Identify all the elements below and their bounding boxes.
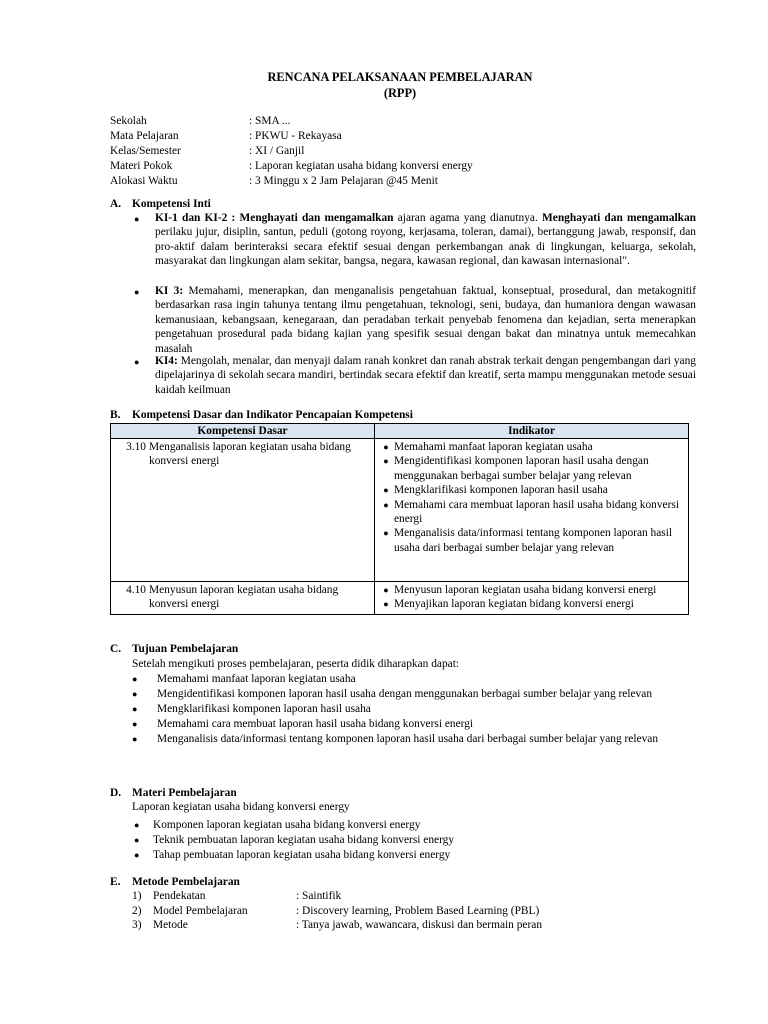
identity-label: Materi Pokok [110, 160, 173, 172]
section-letter: D. [110, 787, 122, 799]
identity-value: : Laporan kegiatan usaha bidang konversi energy [249, 160, 473, 172]
list-item-text: Tahap pembuatan laporan kegiatan usaha bidang konversi energy [153, 849, 451, 861]
identity-row-alokasi-waktu [110, 174, 710, 189]
bullet-icon: ● [134, 820, 140, 830]
indicator-text: Mengklarifikasi komponen laporan hasil usaha [394, 484, 608, 497]
indicator-item [378, 498, 685, 527]
list-item [132, 717, 692, 731]
list-item [132, 702, 692, 716]
bullet-icon: ● [383, 599, 389, 610]
list-item-text: Mengklarifikasi komponen laporan hasil usaha [157, 703, 371, 715]
section-c-heading [110, 642, 238, 656]
list-item [134, 833, 674, 847]
bullet-icon: ● [132, 734, 138, 744]
bullet-icon: ● [134, 850, 140, 860]
kd-number: 3.10 [126, 441, 146, 453]
indicator-text: Menyajikan laporan kegiatan bidang konversi energi [394, 598, 634, 611]
table-header-row [111, 424, 689, 439]
list-item-value: : Discovery learning, Problem Based Learning (PBL) [296, 904, 540, 917]
kd-cell [111, 582, 375, 615]
indicator-cell [375, 439, 689, 582]
bullet-icon: ● [383, 499, 389, 510]
bullet-icon: ● [383, 585, 389, 595]
indicator-item [378, 483, 685, 497]
list-item-text: Teknik pembuatan laporan kegiatan usaha bidang konversi energy [153, 834, 455, 846]
identity-row-kelas-semester [110, 144, 710, 159]
list-item [132, 732, 692, 746]
section-letter: A. [110, 198, 122, 210]
ki-4-paragraph [155, 354, 696, 397]
table-row [111, 582, 689, 615]
list-item [134, 848, 674, 862]
identity-block [110, 114, 710, 189]
section-b-heading [110, 408, 413, 422]
bullet-icon: ● [134, 357, 140, 367]
bullet-icon: ● [383, 456, 389, 467]
kd-number: 4.10 [126, 584, 146, 596]
identity-row-materi-pokok [110, 159, 710, 174]
ki4-text: Mengolah, menalar, dan menyaji dalam ranah konkret dan ranah abstrak terkait dengan pengembangan dari yang dipelajarinya di sekolah secara mandiri, bertindak secara efektif dan kreatif, serta mampu menggunakan metode sesuai kaidah keilmuan [155, 355, 696, 396]
column-header-indikator: Indikator [375, 424, 689, 439]
bullet-icon: ● [383, 528, 389, 539]
list-item-value: : Tanya jawab, wawancara, diskusi dan bermain peran [296, 919, 543, 932]
document-title: RENCANA PELAKSANAAN PEMBELAJARAN [267, 70, 533, 84]
identity-value: : SMA ... [249, 115, 291, 127]
bullet-icon: ● [132, 674, 138, 684]
list-item-label: Metode [153, 919, 188, 932]
identity-value: : PKWU - Rekayasa [249, 130, 342, 142]
list-item-text: Menganalisis data/informasi tentang komponen laporan hasil usaha dari berbagai sumber belajar yang relevan [157, 733, 659, 745]
list-item [132, 672, 692, 686]
indicator-item [378, 440, 685, 454]
indicator-text: Menganalisis data/informasi tentang komponen laporan hasil usaha dari berbagai sumber belajar yang relevan [394, 527, 673, 554]
section-title: Metode Pembelajaran [132, 876, 240, 888]
ki1-text-continued: perilaku jujur, disiplin, santun, peduli (gotong royong, kerjasama, toleran, damai), bertanggung jawab, responsif, dan pro-aktif dalam berinteraksi secara efektif sesuai dengan perkembangan anak di lingkungan, keluarga, sekolah, masyarakat dan lingkungan alam sekitar, bangsa, negara, kawasan regional, dan kawasan internasional". [155, 226, 696, 268]
indicator-item [378, 597, 685, 611]
indicator-cell [375, 582, 689, 615]
list-item-label: Pendekatan [153, 890, 206, 902]
list-item [132, 904, 692, 919]
section-title: Kompetensi Inti [132, 198, 211, 210]
kd-text: Menganalisis laporan kegiatan usaha bidang konversi energi [149, 441, 351, 468]
list-item [134, 818, 674, 832]
kompetensi-dasar-table [110, 423, 689, 615]
ki1-bold-phrase: Menghayati dan mengamalkan [542, 212, 696, 224]
section-e-heading [110, 875, 240, 889]
list-item [132, 918, 692, 933]
list-item [132, 687, 692, 701]
section-d-heading [110, 786, 237, 800]
kd-text: Menyusun laporan kegiatan usaha bidang konversi energi [149, 584, 339, 611]
indicator-text: Memahami manfaat laporan kegiatan usaha [394, 441, 593, 453]
identity-value: : XI / Ganjil [249, 145, 305, 157]
bullet-icon: ● [134, 835, 140, 845]
ki1-label: KI-1 dan KI-2 : Menghayati dan mengamalkan [155, 212, 394, 224]
identity-value: : 3 Minggu x 2 Jam Pelajaran @45 Menit [249, 175, 438, 187]
list-item [132, 889, 692, 904]
list-item-text: Komponen laporan kegiatan usaha bidang konversi energy [153, 819, 421, 831]
identity-label: Kelas/Semester [110, 145, 181, 157]
section-title: Tujuan Pembelajaran [132, 643, 239, 655]
indicator-text: Mengidentifikasi komponen laporan hasil usaha dengan menggunakan berbagai sumber belajar yang relevan [394, 455, 649, 482]
section-title: Kompetensi Dasar dan Indikator Pencapaian Kompetensi [132, 409, 413, 421]
kd-cell [111, 439, 375, 582]
list-item-text: Memahami cara membuat laporan hasil usaha bidang konversi energi [157, 718, 474, 730]
bullet-icon: ● [383, 485, 389, 496]
indicator-text: Memahami cara membuat laporan hasil usaha bidang konversi energi [394, 498, 679, 526]
list-item-text: Memahami manfaat laporan kegiatan usaha [157, 673, 356, 685]
tujuan-list [132, 672, 692, 746]
identity-label: Alokasi Waktu [110, 175, 178, 187]
ki4-label: KI4: [155, 355, 178, 367]
section-title: Materi Pembelajaran [132, 787, 237, 799]
identity-row-mata-pelajaran [110, 129, 710, 144]
ki-1-2-paragraph [155, 211, 696, 269]
ki1-text: ajaran agama yang dianutnya. [393, 212, 543, 224]
metode-list [132, 889, 692, 933]
bullet-icon: ● [132, 689, 138, 699]
identity-row-sekolah [110, 114, 710, 129]
section-letter: C. [110, 643, 122, 655]
ki3-text: Memahami, menerapkan, dan menganalisis pengetahuan faktual, konseptual, prosedural, dan metakognitif berdasarkan rasa ingin tahunya tentang ilmu pengetahuan, teknologi, seni, budaya, dan humaniora dengan wawasan kemanusiaan, kebangsaan, kenegaraan, dan peradaban terkait penyebab fenomena dan kejadian, serta menerapkan pengetahuan prosedural pada bidang kajian yang spesifik sesuai dengan bakat dan minatnya untuk memecahkan masalah [155, 285, 696, 355]
bullet-icon: ● [134, 214, 140, 224]
list-item-number: 3) [132, 919, 142, 932]
identity-label: Mata Pelajaran [110, 130, 179, 142]
ki-3-paragraph [155, 284, 696, 356]
list-item-label: Model Pembelajaran [153, 904, 248, 917]
list-item-number: 2) [132, 904, 142, 917]
section-a-heading [110, 197, 211, 211]
section-letter: B. [110, 409, 121, 421]
indicator-item [378, 583, 685, 597]
identity-label: Sekolah [110, 115, 147, 127]
list-item-text: Mengidentifikasi komponen laporan hasil usaha dengan menggunakan berbagai sumber belajar yang relevan [157, 688, 653, 700]
bullet-icon: ● [132, 719, 138, 729]
indicator-text: Menyusun laporan kegiatan usaha bidang konversi energi [394, 584, 657, 596]
indicator-item [378, 454, 685, 483]
column-header-kompetensi-dasar: Kompetensi Dasar [111, 424, 375, 439]
list-item-number: 1) [132, 890, 142, 902]
document-subtitle: (RPP) [383, 86, 417, 100]
bullet-icon: ● [132, 704, 138, 714]
indicator-item [378, 526, 685, 555]
section-letter: E. [110, 876, 121, 888]
bullet-icon: ● [134, 287, 140, 297]
bullet-icon: ● [383, 442, 389, 452]
table-row [111, 439, 689, 582]
materi-list [134, 818, 674, 862]
tujuan-intro: Setelah mengikuti proses pembelajaran, peserta didik diharapkan dapat: [132, 658, 460, 670]
list-item-value: : Saintifik [296, 890, 342, 902]
ki3-label: KI 3: [155, 285, 184, 297]
materi-intro: Laporan kegiatan usaha bidang konversi energy [132, 801, 350, 813]
